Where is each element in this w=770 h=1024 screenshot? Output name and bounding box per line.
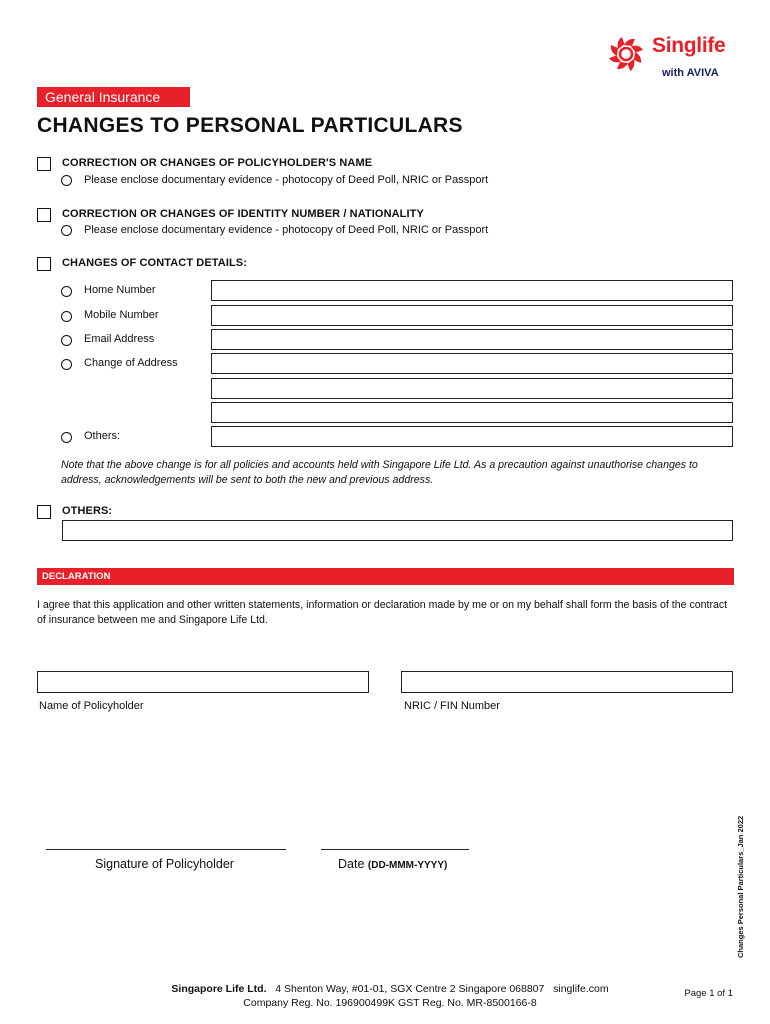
name-change-checkbox[interactable] [37, 157, 51, 171]
footer-registration: Company Reg. No. 196900499K GST Reg. No. MR-8500166-8 [243, 997, 537, 1009]
page-title: CHANGES TO PERSONAL PARTICULARS [37, 114, 463, 137]
id-change-evidence-note: Please enclose documentary evidence - photocopy of Deed Poll, NRIC or Passport [84, 224, 489, 236]
date-line[interactable] [321, 849, 469, 850]
home-number-radio[interactable] [61, 286, 72, 297]
date-format: (DD-MMM-YYYY) [367, 860, 448, 871]
email-address-radio[interactable] [61, 335, 72, 346]
nric-fin-caption: NRIC / FIN Number [404, 700, 500, 712]
mobile-number-radio[interactable] [61, 311, 72, 322]
contact-details-checkbox[interactable] [37, 257, 51, 271]
page-number: Page 1 of 1 [684, 988, 733, 999]
contact-details-label: CHANGES OF CONTACT DETAILS: [62, 257, 248, 269]
mobile-number-label: Mobile Number [84, 309, 159, 321]
home-number-label: Home Number [84, 284, 156, 296]
brand-name: Singlife [652, 34, 726, 57]
footer-address-line [150, 983, 630, 995]
footer-address: 4 Shenton Way, #01-01, SGX Centre 2 Singapore 068807 [275, 983, 545, 995]
nric-fin-field[interactable] [401, 671, 733, 693]
mobile-number-field[interactable] [211, 305, 733, 326]
name-change-label: CORRECTION OR CHANGES OF POLICYHOLDER'S NAME [62, 157, 373, 169]
brand-tagline-aviva: AVIVA [686, 67, 719, 79]
others-contact-radio[interactable] [61, 432, 72, 443]
name-change-evidence-note: Please enclose documentary evidence - photocopy of Deed Poll, NRIC or Passport [84, 174, 489, 186]
address-change-note: Note that the above change is for all policies and accounts held with Singapore Life Ltd. As a precaution against unauthorise changes to address, acknowledgements will be sent to both the new and previous address. [61, 459, 698, 486]
brand-tagline-prefix: with [662, 67, 684, 79]
footer-website: singlife.com [553, 983, 609, 995]
signature-line[interactable] [46, 849, 286, 850]
others-contact-label: Others: [84, 430, 121, 442]
date-caption [338, 857, 447, 871]
general-insurance-tag: General Insurance [37, 87, 190, 107]
others-label: OTHERS: [62, 505, 113, 517]
others-contact-field[interactable] [211, 426, 733, 447]
policyholder-name-caption: Name of Policyholder [39, 700, 144, 712]
email-address-label: Email Address [84, 333, 155, 345]
id-change-label: CORRECTION OR CHANGES OF IDENTITY NUMBER / NATIONALITY [62, 208, 424, 220]
footer-company: Singapore Life Ltd. [171, 983, 267, 995]
others-checkbox[interactable] [37, 505, 51, 519]
address-line-1-field[interactable] [211, 353, 733, 374]
email-address-field[interactable] [211, 329, 733, 350]
form-version-note: Changes Personal Particulars_Jan 2022 [736, 815, 745, 958]
declaration-heading: DECLARATION [37, 568, 734, 585]
brand-tagline [662, 67, 719, 79]
others-field[interactable] [62, 520, 733, 541]
signature-caption: Signature of Policyholder [95, 857, 234, 871]
home-number-field[interactable] [211, 280, 733, 301]
declaration-text: I agree that this application and other written statements, information or declaration made by me or on my behalf shall form the basis of the contract of insurance between me and Singapore Life Ltd. [37, 599, 728, 626]
id-change-checkbox[interactable] [37, 208, 51, 222]
address-line-3-field[interactable] [211, 402, 733, 423]
address-line-2-field[interactable] [211, 378, 733, 399]
policyholder-name-field[interactable] [37, 671, 369, 693]
name-change-evidence-radio[interactable] [61, 175, 72, 186]
id-change-evidence-radio[interactable] [61, 225, 72, 236]
change-of-address-label: Change of Address [84, 357, 178, 369]
change-of-address-radio[interactable] [61, 359, 72, 370]
date-label: Date [338, 857, 365, 871]
